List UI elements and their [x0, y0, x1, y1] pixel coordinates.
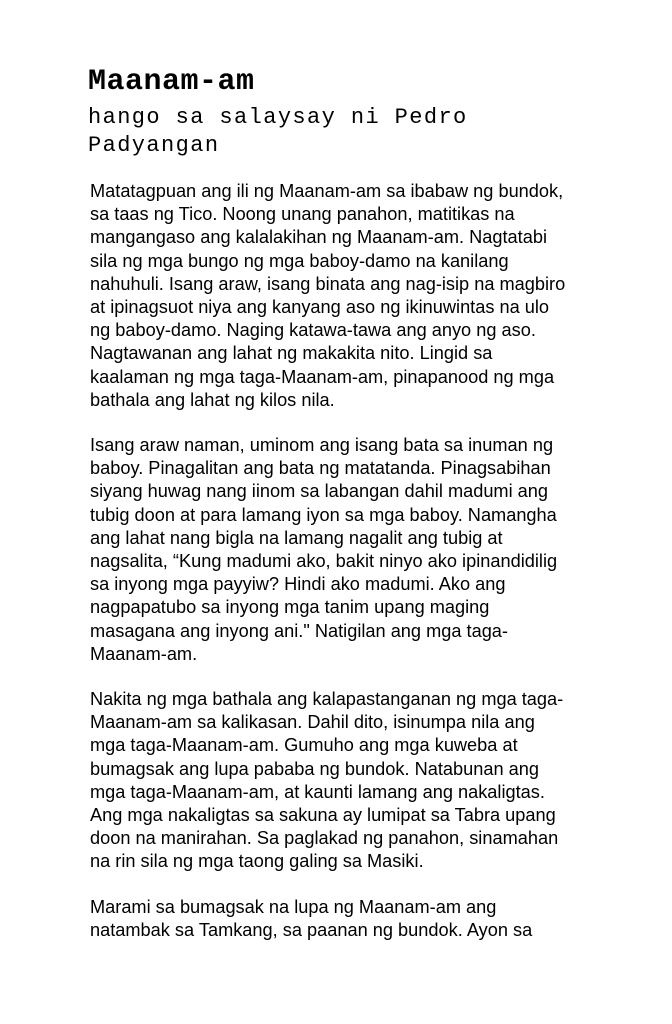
text-line: mga taga-Maanam-am, at kaunti lamang ang nakaligtas. — [90, 781, 545, 802]
story-body — [90, 180, 610, 964]
text-line: Matatagpuan ang ili ng Maanam-am sa ibabaw ng bundok, — [90, 181, 564, 201]
text-line: natambak sa Tamkang, sa paanan ng bundok. Ayon sa — [90, 919, 533, 940]
text-line: nagpapatubo sa inyong mga tanim upang maging — [90, 597, 490, 618]
text-line: bathala ang lahat ng kilos nila. — [90, 389, 335, 410]
text-line: na rin sila ng mga taong galing sa Masiki. — [90, 851, 424, 872]
paragraph-3 — [90, 688, 610, 874]
story-title: Maanam-am — [88, 65, 255, 99]
paragraph-2 — [90, 434, 610, 666]
text-line: tubig doon at para lamang iyon sa mga baboy. Namangha — [90, 504, 557, 525]
text-line: mangangaso ang kalalakihan ng Maanam-am. Nagtatabi — [90, 227, 547, 248]
text-line: Ang mga nakaligtas sa sakuna ay lumipat sa Tabra upang — [90, 805, 556, 826]
text-line: Nakita ng mga bathala ang kalapastanganan ng mga taga- — [90, 689, 564, 710]
text-line: sa taas ng Tico. Noong unang panahon, matitikas na — [90, 204, 515, 225]
text-line: ng baboy-damo. Naging katawa-tawa ang anyo ng aso. — [90, 320, 536, 341]
text-line: Maanam-am sa kalikasan. Dahil dito, isinumpa nila ang — [90, 712, 535, 733]
paragraph-1 — [90, 180, 610, 412]
text-line: bumagsak ang lupa pababa ng bundok. Natabunan ang — [90, 758, 539, 779]
text-line: mga taga-Maanam-am. Gumuho ang mga kuweba at — [90, 735, 518, 756]
text-line: Marami sa bumagsak na lupa ng Maanam-am ang — [90, 896, 497, 917]
text-line: nagsalita, “Kung madumi ako, bakit ninyo ako ipinandidilig — [90, 551, 558, 572]
text-line: Nagtawanan ang lahat ng makakita nito. Lingid sa — [90, 343, 493, 364]
text-line: sila ng mga bungo ng mga baboy-damo na kanilang — [90, 250, 509, 271]
text-line: Maanam-am. — [90, 643, 198, 664]
text-line: masagana ang inyong ani." Natigilan ang mga taga- — [90, 620, 508, 641]
text-line: ang lahat nang bigla na lamang nagalit ang tubig at — [90, 527, 503, 548]
text-line: doon na manirahan. Sa paglakad ng panahon, sinamahan — [90, 828, 559, 849]
paragraph-4 — [90, 896, 610, 942]
text-line: siyang huwag nang iinom sa labangan dahil madumi ang — [90, 481, 549, 502]
text-line: kaalaman ng mga taga-Maanam-am, pinapanood ng mga — [90, 366, 555, 387]
text-line: at ipinagsuot niya ang kanyang aso ng ikinuwintas na ulo — [90, 297, 550, 318]
subtitle-line: Padyangan — [88, 133, 220, 158]
subtitle-line: hango sa salaysay ni Pedro — [88, 105, 468, 130]
story-subtitle — [88, 104, 558, 160]
text-line: nahuhuli. Isang araw, isang binata ang nag-isip na magbiro — [90, 273, 566, 294]
text-line: Isang araw naman, uminom ang isang bata sa inuman ng — [90, 435, 554, 456]
text-line: baboy. Pinagalitan ang bata ng matatanda. Pinagsabihan — [90, 458, 551, 479]
text-line: sa inyong mga payyiw? Hindi ako madumi. Ako ang — [90, 574, 506, 595]
